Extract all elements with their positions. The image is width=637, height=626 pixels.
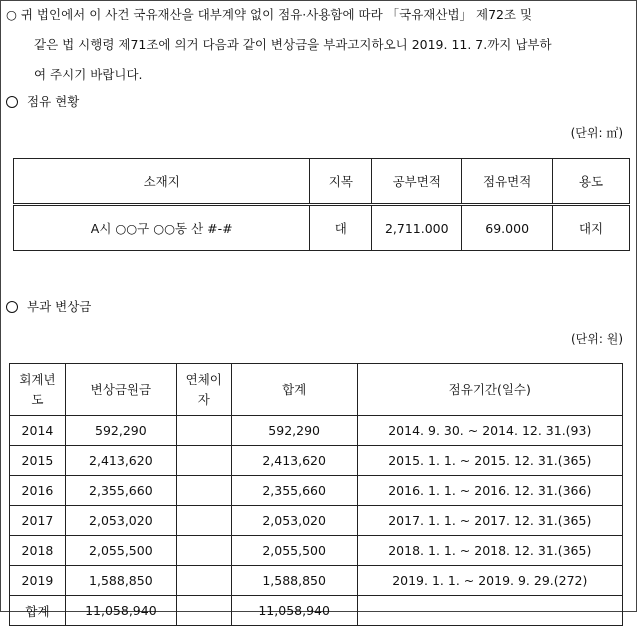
circle-bullet-icon [6,96,18,108]
occupancy-title-text: 점유 현황 [27,94,80,109]
table-row [10,536,623,566]
cell-period-total [357,596,622,626]
cell-period: 2019. 1. 1. ~ 2019. 9. 29.(272) [357,566,622,596]
cell-principal: 2,053,020 [65,506,176,536]
charges-section-title [6,297,91,315]
table-row [10,566,623,596]
cell-total: 1,588,850 [231,566,357,596]
cell-land-category: 대 [310,205,372,251]
table-row [10,506,623,536]
cell-principal: 2,055,500 [65,536,176,566]
header-principal: 변상금원금 [65,364,176,416]
header-late-interest: 연체이자 [176,364,231,416]
cell-occupied-area: 69.000 [462,205,553,251]
header-total: 합계 [231,364,357,416]
notice-line-2: 같은 법 시행령 제71조에 의거 다음과 같이 변상금을 부과고지하오니 2019. 11. 7.까지 납부하 [34,37,552,52]
cell-year: 2016 [10,476,66,506]
cell-period: 2015. 1. 1. ~ 2015. 12. 31.(365) [357,446,622,476]
cell-location: A시 ○○구 ○○동 산 #-# [14,205,310,251]
header-location: 소재지 [14,159,310,205]
cell-grand-total: 11,058,940 [231,596,357,626]
cell-total: 2,055,500 [231,536,357,566]
charges-header-row [10,364,623,416]
occupancy-table [13,158,630,251]
cell-year: 2014 [10,416,66,446]
cell-interest-total [176,596,231,626]
cell-total: 592,290 [231,416,357,446]
cell-registered-area: 2,711.000 [372,205,462,251]
occupancy-header-row [14,159,630,205]
cell-year: 2017 [10,506,66,536]
cell-period: 2014. 9. 30. ~ 2014. 12. 31.(93) [357,416,622,446]
notice-line-3: 여 주시기 바랍니다. [34,67,143,82]
occupancy-data-row [14,205,630,251]
cell-principal: 2,413,620 [65,446,176,476]
header-registered-area: 공부면적 [372,159,462,205]
notice-line-1: ○ 귀 법인에서 이 사건 국유재산을 대부계약 없이 점유·사용함에 따라 「국유재산법」 제72조 및 [6,7,533,22]
cell-total-label: 합계 [10,596,66,626]
cell-usage: 대지 [553,205,630,251]
header-land-category: 지목 [310,159,372,205]
cell-total: 2,413,620 [231,446,357,476]
cell-period: 2016. 1. 1. ~ 2016. 12. 31.(366) [357,476,622,506]
cell-year: 2019 [10,566,66,596]
cell-year: 2018 [10,536,66,566]
occupancy-section-title [6,92,79,110]
header-occupied-area: 점유면적 [462,159,553,205]
cell-principal: 2,355,660 [65,476,176,506]
header-fiscal-year: 회계년도 [10,364,66,416]
total-row [10,596,623,626]
cell-year: 2015 [10,446,66,476]
occupancy-unit: (단위: ㎡) [570,126,623,140]
table-row [10,476,623,506]
table-row [10,416,623,446]
charges-title-text: 부과 변상금 [27,299,92,314]
charges-unit: (단위: 원) [571,332,623,346]
table-row [10,446,623,476]
cell-principal-total: 11,058,940 [65,596,176,626]
cell-period: 2017. 1. 1. ~ 2017. 12. 31.(365) [357,506,622,536]
cell-period: 2018. 1. 1. ~ 2018. 12. 31.(365) [357,536,622,566]
cell-interest [176,536,231,566]
cell-total: 2,053,020 [231,506,357,536]
cell-principal: 1,588,850 [65,566,176,596]
circle-bullet-icon [6,301,18,313]
cell-interest [176,416,231,446]
cell-interest [176,446,231,476]
cell-interest [176,566,231,596]
charges-table [9,363,623,626]
cell-interest [176,476,231,506]
cell-principal: 592,290 [65,416,176,446]
cell-interest [176,506,231,536]
cell-total: 2,355,660 [231,476,357,506]
header-usage: 용도 [553,159,630,205]
header-period: 점유기간(일수) [357,364,622,416]
